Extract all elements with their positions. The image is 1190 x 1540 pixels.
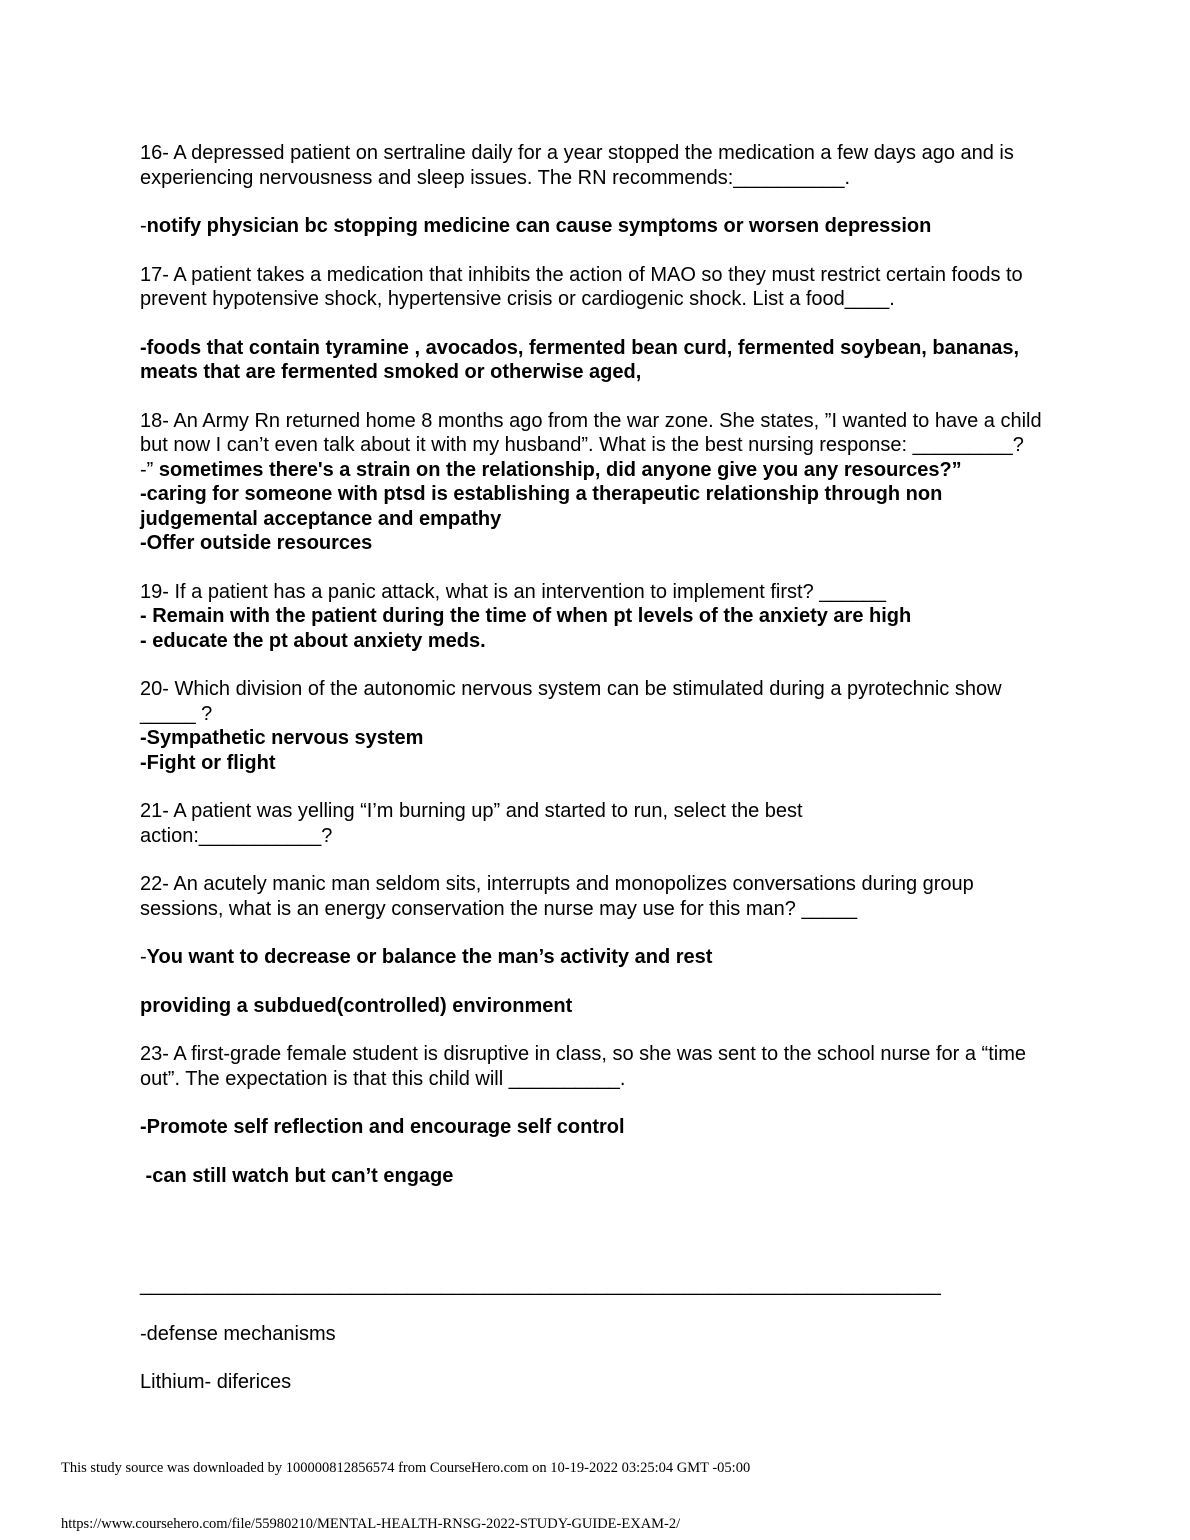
question-23: 23- A first-grade female student is disruptive in class, so she was sent to the school nurse for a “time out”. The expectation is that this child will __________. [140,1043,1026,1090]
question-17: 17- A patient takes a medication that inhibits the action of MAO so they must restrict certain foods to prevent hypotensive shock, hypertensive crisis or cardiogenic shock. List a food____. [140,263,1023,310]
question-20: 20- Which division of the autonomic nervous system can be stimulated during a pyrotechnic show _____ ? [140,678,1002,725]
question-21: 21- A patient was yelling “I’m burning up” and started to run, select the best action:___________? [140,800,803,847]
answer-22-line-1 [140,945,1045,970]
question-16: 16- A depressed patient on sertraline daily for a year stopped the medication a few days ago and is experiencing nervousness and sleep issues. The RN recommends:__________. [140,142,1014,189]
study-guide-content [140,141,1045,1395]
answer-23-line-1: -Promote self reflection and encourage self control [140,1116,625,1138]
question-19: 19- If a patient has a panic attack, what is an intervention to implement first? ______ [140,580,886,603]
answer-22-line-2: providing a subdued(controlled) environment [140,994,573,1017]
note-defense-mechanisms: -defense mechanisms [140,1322,336,1345]
note-lithium: Lithium- diferices [140,1371,292,1393]
question-22: 22- An acutely manic man seldom sits, interrupts and monopolizes conversations during group sessions, what is an energy conservation the nurse may use for this man? _____ [140,873,974,920]
answer-19-line-2: - educate the pt about anxiety meds. [140,629,486,652]
answer-22-prefix: - [140,946,147,968]
answer-23-line-2: -can still watch but can’t engage [140,1164,454,1187]
answer-18-line-1 [140,458,1045,483]
answer-18-line-3: -Offer outside resources [140,532,373,554]
answer-17: -foods that contain tyramine , avocados, fermented bean curd, fermented soybean, bananas, meats that are fermented smoked or otherwise aged, [140,336,1020,383]
answer-20-line-2: -Fight or flight [140,751,276,774]
answer-18-text: sometimes there's a strain on the relationship, did anyone give you any resources?” [158,458,962,481]
source-url[interactable]: https://www.coursehero.com/file/55980210/MENTAL-HEALTH-RNSG-2022-STUDY-GUIDE-EXAM-2/ [61,1516,681,1532]
answer-16-text: notify physician bc stopping medicine can cause symptoms or worsen depression [146,215,932,237]
answer-16 [140,214,1045,239]
answer-18-line-2: -caring for someone with ptsd is establishing a therapeutic relationship through non judgemental acceptance and empathy [140,483,943,530]
answer-19-line-1: - Remain with the patient during the time of when pt levels of the anxiety are high [140,605,912,627]
answer-22-text: You want to decrease or balance the man’s activity and rest [146,946,713,968]
answer-20-line-1: -Sympathetic nervous system [140,727,424,749]
horizontal-rule: ________________________________________________________________________ [140,1274,941,1296]
answer-16-prefix: - [140,215,147,237]
answer-18-prefix: -” [140,458,159,481]
question-18: 18- An Army Rn returned home 8 months ago from the war zone. She states, ”I wanted to have a child but now I can’t even talk about it with my husband”. What is the best nursing response: _________? [140,409,1042,456]
download-notice: This study source was downloaded by 100000812856574 from CourseHero.com on 10-19-2022 03:25:04 GMT -05:00 [61,1460,751,1476]
